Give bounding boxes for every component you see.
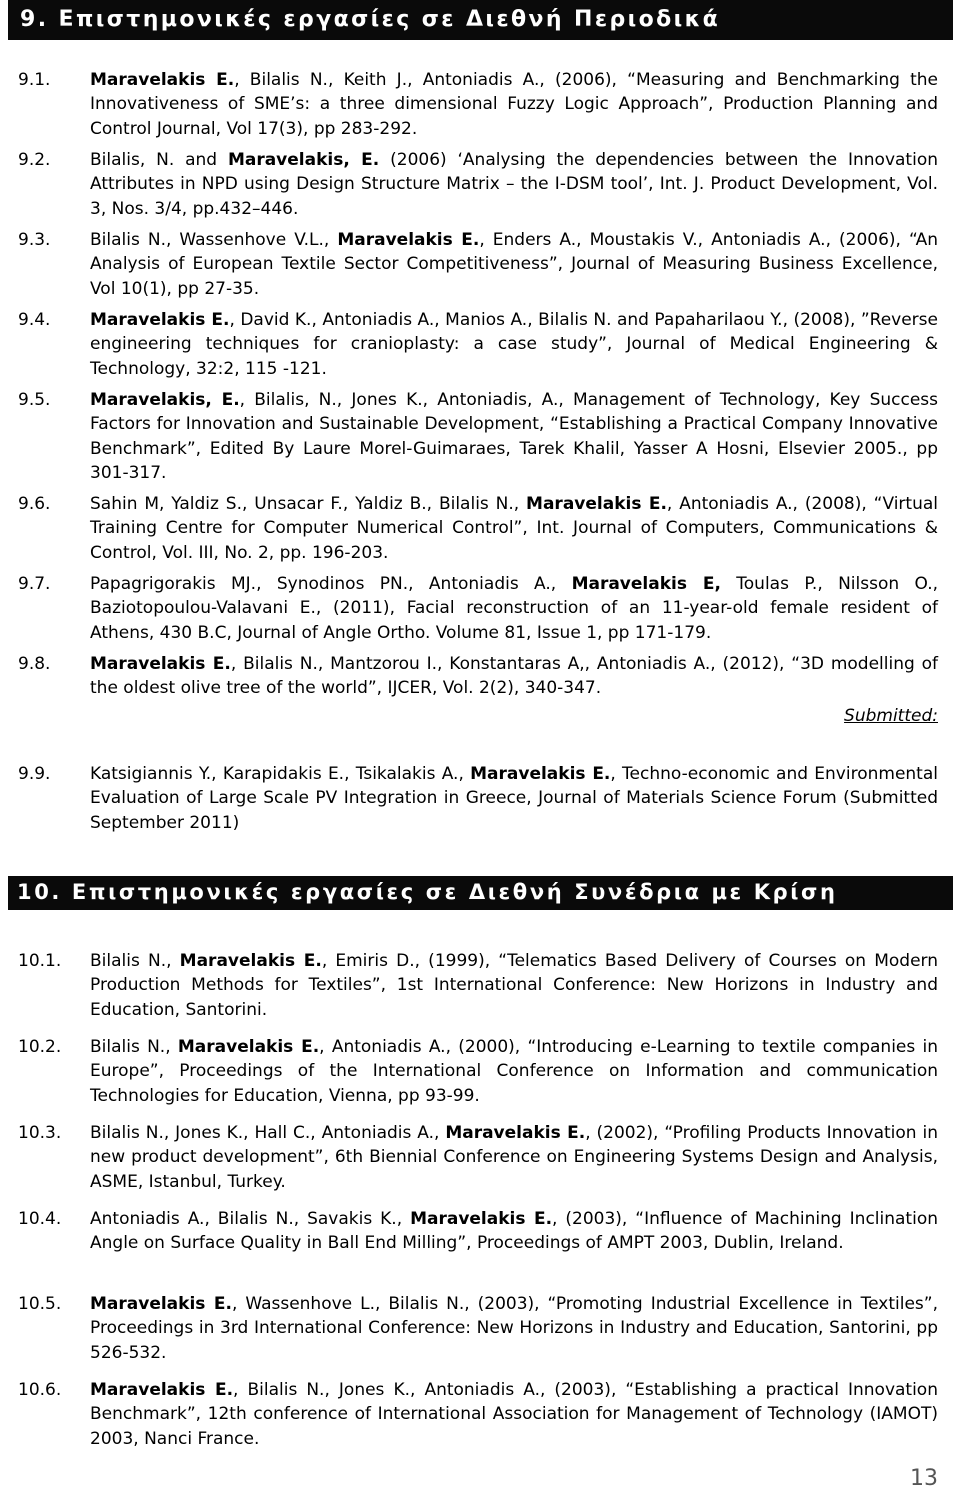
reference-number: 9.4. [18, 310, 51, 330]
reference-number: 9.7. [18, 574, 51, 594]
reference-number: 9.1. [18, 70, 51, 90]
reference-text: Maravelakis E., David K., Antoniadis A., Manios A., Bilalis N. and Papaharilaou Y., (2008), ”Reverse engineering techniques for cranioplasty: a case study”, Journal of Medical Engineering & Technology, 32:2, 115 -121. [90, 310, 938, 379]
section-header-journals: 9. Επιστημονικές εργασίες σε Διεθνή Περιοδικά [8, 0, 953, 40]
author-highlight: Maravelakis E. [445, 1123, 586, 1143]
reference-text: Bilalis N., Maravelakis E., Emiris D., (1999), “Telematics Based Delivery of Courses on Modern Production Methods for Textiles”, 1st International Conference: New Horizons in Industry and Education, Santorini. [90, 951, 938, 1020]
reference-number: 10.5. [18, 1294, 62, 1314]
reference-text: Maravelakis E., Bilalis N., Mantzorou I., Konstantaras A,, Antoniadis A., (2012), “3D modelling of the oldest olive tree of the world”, IJCER, Vol. 2(2), 340-347. [90, 654, 938, 699]
reference-text: Antoniadis A., Bilalis N., Savakis K., Maravelakis E., (2003), “Influence of Machining Inclination Angle on Surface Quality in Ball End Milling”, Proceedings of AMPT 2003, Dublin, Ireland. [90, 1209, 938, 1254]
reference-text: Bilalis N., Jones K., Hall C., Antoniadis A., Maravelakis E., (2002), “Profiling Products Innovation in new product development”, 6th Biennial Conference on Engineering Systems Design and Analysis, ASME, Istanbul, Turkey. [90, 1123, 938, 1192]
author-highlight: Maravelakis E. [179, 951, 322, 971]
reference-text: Papagrigorakis MJ., Synodinos PN., Antoniadis A., Maravelakis E, Toulas P., Nilsson O., Baziotopoulou-Valavani E., (2011), Facial reconstruction of an 11-year-old female resident of Athens, 430 B.C, Journal of Angle Ortho. Volume 81, Issue 1, pp 171-179. [90, 574, 939, 643]
reference-number: 10.6. [18, 1380, 62, 1400]
reference-text: Maravelakis E., Bilalis N., Jones K., Antoniadis A., (2003), “Establishing a practical Innovation Benchmark”, 12th conference of International Association for Management of Technology (IAMOT) 2003, Nanci France. [90, 1380, 938, 1449]
reference-text: Bilalis, N. and Maravelakis, E. (2006) ‘Analysing the dependencies between the Innovation Attributes in NPD using Design Structure Matrix – the I-DSM tool’, Int. J. Product Development, Vol. 3, Nos. 3/4, pp.432–446. [90, 150, 938, 219]
author-highlight: Maravelakis E. [470, 764, 611, 784]
section-header-conferences: 10. Επιστημονικές εργασίες σε Διεθνή Συνέδρια με Κρίση [8, 876, 953, 910]
reference-number: 9.2. [18, 150, 51, 170]
reference-text: Bilalis N., Maravelakis E., Antoniadis A., (2000), “Introducing e-Learning to textile companies in Europe”, Proceedings of the International Conference on Information and communication Technologies for Education, Vienna, pp 93-99. [90, 1037, 938, 1106]
reference-text: Katsigiannis Y., Karapidakis E., Tsikalakis A., Maravelakis E., Techno-economic and Environmental Evaluation of Large Scale PV Integration in Greece, Journal of Materials Science Forum (Submitted September 2011) [90, 764, 938, 833]
reference-number: 10.3. [18, 1123, 62, 1143]
author-highlight: Maravelakis E. [90, 1380, 234, 1400]
reference-number: 9.8. [18, 654, 51, 674]
submitted-label: Submitted: [844, 706, 938, 726]
reference-number: 9.9. [18, 764, 51, 784]
reference-text: Bilalis N., Wassenhove V.L., Maravelakis E., Enders A., Moustakis V., Antoniadis A., (2006), “An Analysis of European Textile Sector Competitiveness”, Journal of Measuring Business Excellence, Vol 10(1), pp 27-35. [90, 230, 938, 299]
author-highlight: Maravelakis E. [337, 230, 480, 250]
reference-text: Sahin M, Yaldiz S., Unsacar F., Yaldiz B., Bilalis N., Maravelakis E., Antoniadis A., (2008), “Virtual Training Centre for Computer Numerical Control”, Int. Journal of Computers, Communications & Control, Vol. III, No. 2, pp. 196-203. [90, 494, 938, 563]
reference-number: 10.1. [18, 951, 62, 971]
reference-number: 9.3. [18, 230, 51, 250]
reference-text: Maravelakis E., Bilalis N., Keith J., Antoniadis A., (2006), “Measuring and Benchmarking the Innovativeness of SME’s: a three dimensional Fuzzy Logic Approach”, Production Planning and Control Journal, Vol 17(3), pp 283-292. [90, 70, 938, 139]
author-highlight: Maravelakis E. [526, 494, 667, 514]
author-highlight: Maravelakis E. [410, 1209, 553, 1229]
author-highlight: Maravelakis E. [90, 654, 231, 674]
reference-text: Maravelakis, E., Bilalis, N., Jones K., Antoniadis, A., Management of Technology, Key Success Factors for Innovation and Sustainable Development, “Establishing a Practical Company Innovative Benchmark”, Edited By Laure Morel-Guimaraes, Tarek Khalil, Yasser A Hosni, Elsevier 2005., pp 301-317. [90, 390, 938, 484]
author-highlight: Maravelakis, E. [227, 150, 380, 170]
author-highlight: Maravelakis E. [90, 1294, 232, 1314]
reference-text: Maravelakis E., Wassenhove L., Bilalis N., (2003), “Promoting Industrial Excellence in Textiles”, Proceedings in 3rd International Conference: New Horizons in Industry and Education, Santorini, pp 526-532. [90, 1294, 938, 1363]
reference-number: 9.6. [18, 494, 51, 514]
page-number: 13 [910, 1466, 938, 1491]
reference-number: 10.4. [18, 1209, 62, 1229]
author-highlight: Maravelakis E, [571, 574, 721, 594]
author-highlight: Maravelakis, E. [90, 390, 240, 410]
reference-number: 10.2. [18, 1037, 62, 1057]
author-highlight: Maravelakis E. [90, 70, 235, 90]
author-highlight: Maravelakis E. [90, 310, 230, 330]
reference-number: 9.5. [18, 390, 51, 410]
author-highlight: Maravelakis E. [177, 1037, 320, 1057]
